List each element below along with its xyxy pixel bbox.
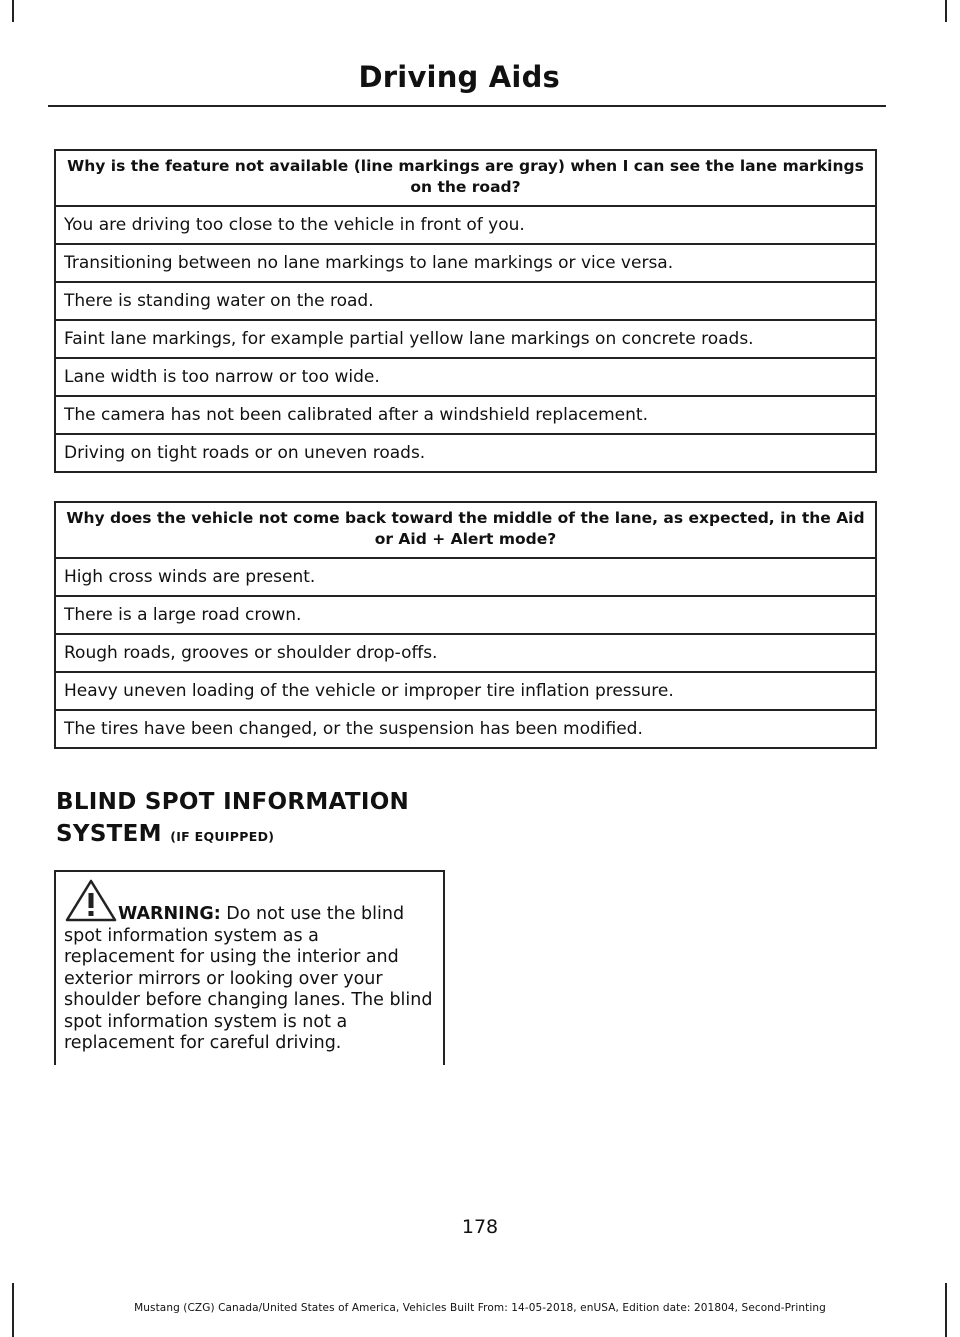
lane-centering-table bbox=[54, 501, 877, 749]
table-row: High cross winds are present. bbox=[55, 558, 876, 596]
page-number: 178 bbox=[461, 1216, 499, 1238]
table-question-header: Why does the vehicle not come back toward the middle of the lane, as expected, in the Aid or Aid + Alert mode? bbox=[55, 502, 876, 558]
table-row: Transitioning between no lane markings to lane markings or vice versa. bbox=[55, 244, 876, 282]
crop-mark-top-left bbox=[12, 0, 14, 22]
table-row: Faint lane markings, for example partial yellow lane markings on concrete roads. bbox=[55, 320, 876, 358]
footer-edition-info: Mustang (CZG) Canada/United States of America, Vehicles Built From: 14-05-2018, enUSA, Edition date: 201804, Second-Printing bbox=[134, 1302, 826, 1314]
table-question-header: Why is the feature not available (line markings are gray) when I can see the lane markings on the road? bbox=[55, 150, 876, 206]
warning-body: Do not use the blind spot information system as a replacement for using the interior and exterior mirrors or looking over your shoulder before changing lanes. The blind spot information system is not a replacement for careful driving. bbox=[64, 904, 433, 1053]
warning-text bbox=[64, 904, 434, 1055]
section-qualifier: (IF EQUIPPED) bbox=[170, 829, 275, 844]
table-row: Driving on tight roads or on uneven roads. bbox=[55, 434, 876, 472]
page-title: Driving Aids bbox=[358, 60, 560, 94]
section-heading-line1: BLIND SPOT INFORMATION bbox=[56, 789, 410, 815]
warning-box bbox=[54, 870, 445, 1065]
table-row: Lane width is too narrow or too wide. bbox=[55, 358, 876, 396]
table-row: Rough roads, grooves or shoulder drop-offs. bbox=[55, 634, 876, 672]
warning-label: WARNING: bbox=[118, 904, 221, 924]
table-row: Heavy uneven loading of the vehicle or improper tire inflation pressure. bbox=[55, 672, 876, 710]
table-row: The camera has not been calibrated after a windshield replacement. bbox=[55, 396, 876, 434]
section-heading bbox=[56, 786, 409, 853]
section-heading-line2: SYSTEM bbox=[56, 821, 162, 847]
table-row: The tires have been changed, or the suspension has been modified. bbox=[55, 710, 876, 748]
table-row: There is standing water on the road. bbox=[55, 282, 876, 320]
lane-markings-table bbox=[54, 149, 877, 473]
table-row: You are driving too close to the vehicle in front of you. bbox=[55, 206, 876, 244]
title-divider bbox=[48, 105, 886, 107]
table-row: There is a large road crown. bbox=[55, 596, 876, 634]
crop-mark-top-right bbox=[945, 0, 947, 22]
